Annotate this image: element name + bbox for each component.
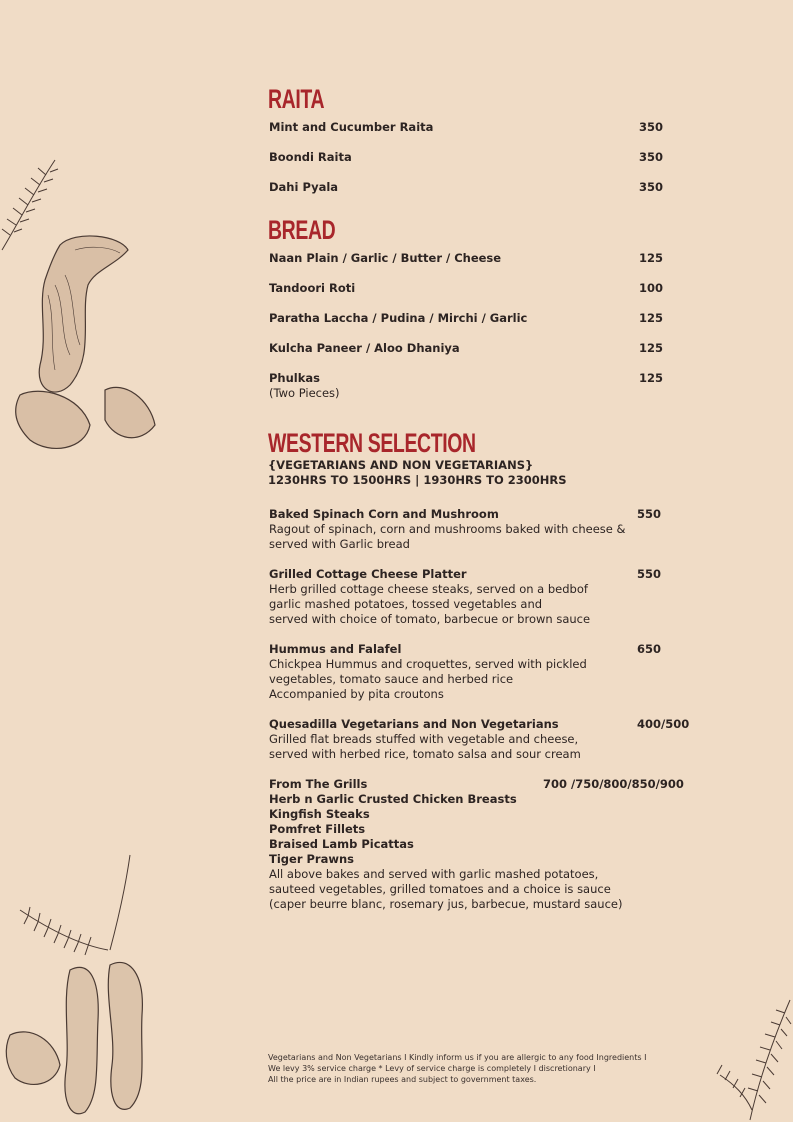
- item-description: served with herbed rice, tomato salsa and sour cream: [269, 747, 581, 761]
- item-description: sauteed vegetables, grilled tomatoes and a choice is sauce: [269, 882, 611, 896]
- item-name: Phulkas: [269, 371, 320, 385]
- footer-line: All the price are in Indian rupees and subject to government taxes.: [268, 1075, 537, 1084]
- menu-item: [269, 507, 699, 552]
- item-name: Boondi Raita: [269, 150, 352, 164]
- section-title-bread: BREAD: [268, 215, 336, 245]
- item-subname: Kingfish Steaks: [269, 807, 370, 821]
- menu-item: [269, 777, 699, 912]
- item-price: 550: [637, 567, 662, 581]
- item-price: 400/500: [637, 717, 690, 731]
- item-price: 350: [639, 180, 664, 194]
- item-price: 125: [639, 251, 664, 265]
- menu-item: [269, 150, 699, 165]
- footer-line: Vegetarians and Non Vegetarians I Kindly inform us if you are allergic to any food Ingredients I: [268, 1053, 647, 1062]
- item-description: served with Garlic bread: [269, 537, 410, 551]
- item-name: Mint and Cucumber Raita: [269, 120, 434, 134]
- section-title-western: WESTERN SELECTION: [268, 428, 476, 458]
- item-name: Kulcha Paneer / Aloo Dhaniya: [269, 341, 460, 355]
- tamarind-pod-icon: [0, 225, 165, 455]
- item-price: 100: [639, 281, 664, 295]
- item-price: 550: [637, 507, 662, 521]
- item-price: 125: [639, 371, 664, 385]
- section-title-raita: RAITA: [268, 84, 325, 114]
- footer-line: We levy 3% service charge * Levy of service charge is completely I discretionary I: [268, 1064, 596, 1073]
- item-subname: Herb n Garlic Crusted Chicken Breasts: [269, 792, 517, 806]
- item-description: All above bakes and served with garlic mashed potatoes,: [269, 867, 599, 881]
- item-price: 650: [637, 642, 662, 656]
- item-description: Herb grilled cottage cheese steaks, served on a bedbof: [269, 582, 588, 596]
- menu-item: [269, 567, 699, 627]
- item-price: 350: [639, 150, 664, 164]
- item-name: Naan Plain / Garlic / Butter / Cheese: [269, 251, 502, 265]
- item-name: Hummus and Falafel: [269, 642, 402, 656]
- item-description: (caper beurre blanc, rosemary jus, barbecue, mustard sauce): [269, 897, 623, 911]
- item-price: 700 /750/800/850/900: [543, 777, 684, 791]
- item-name: Baked Spinach Corn and Mushroom: [269, 507, 499, 521]
- item-name: From The Grills: [269, 777, 368, 791]
- item-name: Paratha Laccha / Pudina / Mirchi / Garlic: [269, 311, 528, 325]
- menu-item: [269, 717, 699, 762]
- item-description: Ragout of spinach, corn and mushrooms baked with cheese &: [269, 522, 626, 536]
- item-description: Accompanied by pita croutons: [269, 687, 444, 701]
- item-name: Grilled Cottage Cheese Platter: [269, 567, 467, 581]
- section-subtitle: [268, 458, 567, 488]
- item-subname: Pomfret Fillets: [269, 822, 366, 836]
- menu-item: [269, 371, 699, 401]
- item-description: (Two Pieces): [269, 386, 340, 400]
- menu-item: [269, 642, 699, 702]
- item-description: garlic mashed potatoes, tossed vegetables and: [269, 597, 543, 611]
- menu-item: [269, 180, 699, 195]
- item-name: Quesadilla Vegetarians and Non Vegetarians: [269, 717, 559, 731]
- item-description: served with choice of tomato, barbecue or brown sauce: [269, 612, 591, 626]
- subtitle-line: {VEGETARIANS AND NON VEGETARIANS}: [268, 458, 534, 472]
- item-price: 350: [639, 120, 664, 134]
- item-price: 125: [639, 311, 664, 325]
- item-price: 125: [639, 341, 664, 355]
- item-subname: Braised Lamb Picattas: [269, 837, 414, 851]
- menu-item: [269, 311, 699, 326]
- footer-notes: [268, 1052, 646, 1085]
- item-name: Dahi Pyala: [269, 180, 339, 194]
- item-subname: Tiger Prawns: [269, 852, 355, 866]
- menu-item: [269, 341, 699, 356]
- item-description: Grilled flat breads stuffed with vegetable and cheese,: [269, 732, 579, 746]
- menu-item: [269, 120, 699, 135]
- item-description: Chickpea Hummus and croquettes, served with pickled: [269, 657, 587, 671]
- tamarind-pod-icon: [0, 850, 170, 1122]
- menu-item: [269, 251, 699, 266]
- subtitle-line: 1230HRS TO 1500HRS | 1930HRS TO 2300HRS: [268, 473, 567, 487]
- item-description: vegetables, tomato sauce and herbed rice: [269, 672, 514, 686]
- menu-item: [269, 281, 699, 296]
- tamarind-leaf-icon: [690, 995, 793, 1122]
- item-name: Tandoori Roti: [269, 281, 356, 295]
